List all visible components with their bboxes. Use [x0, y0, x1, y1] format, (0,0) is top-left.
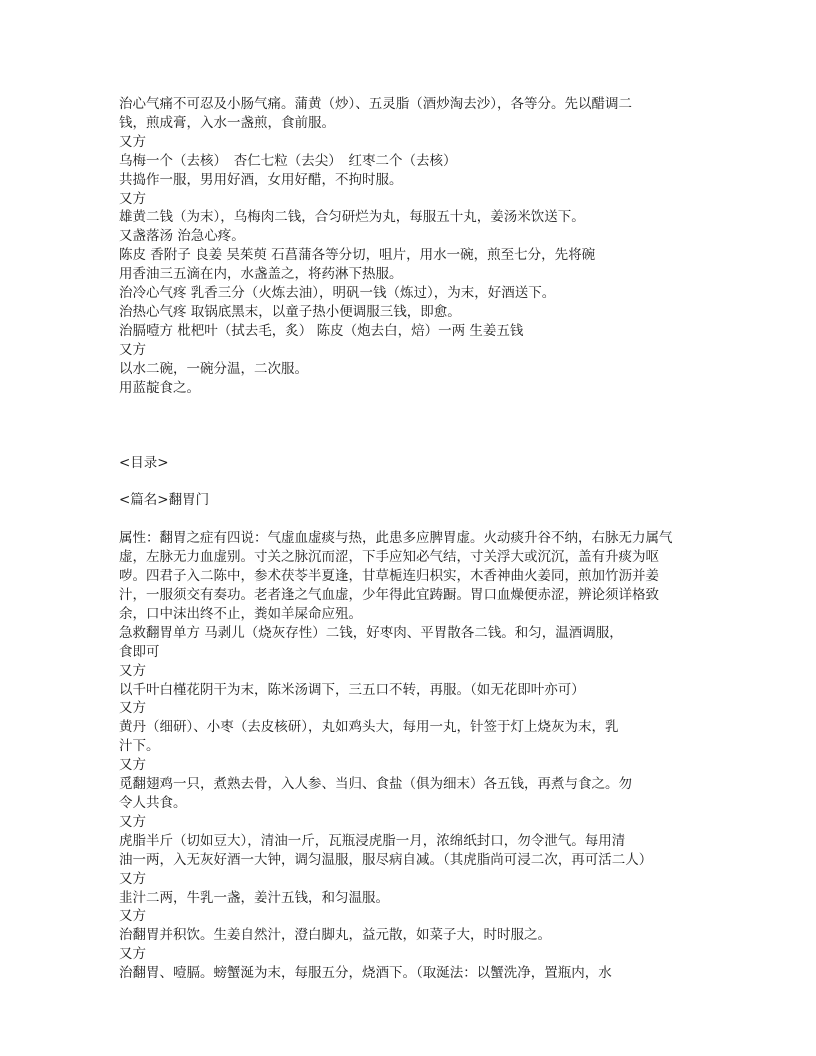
document-page: [119, 95, 719, 983]
toc-label: <目录>: [119, 454, 169, 471]
text-line: 食即可: [119, 643, 160, 660]
text-line: 用香油三五滴在内，水盏盖之，将药淋下热服。: [119, 266, 403, 283]
text-line: 油一两，入无灰好酒一大钟，调匀温服，服尽病自减。（其虎脂尚可浸二次，再可活二人）: [119, 851, 653, 868]
text-line: 又方: [119, 757, 146, 774]
text-line: 又方: [119, 700, 146, 717]
text-line: 又方: [119, 908, 146, 925]
text-line: 令人共食。: [119, 795, 187, 811]
spacer: [119, 398, 719, 454]
text-line: 治膈噎方 枇杷叶（拭去毛，炙） 陈皮（炮去白，焙）一两 生姜五钱: [119, 322, 524, 339]
text-line: 韭汁二两，牛乳一盏，姜汁五钱，和匀温服。: [119, 889, 389, 906]
spacer: [119, 510, 719, 529]
text-line: 以千叶白槿花阴干为末，陈米汤调下，三五口不转，再服。（如无花即叶亦可）: [119, 681, 585, 698]
text-line: 又方: [119, 341, 146, 358]
text-line: 治心气痛不可忍及小肠气痛。蒲黄（炒）、五灵脂（酒炒淘去沙），各等分。先以醋调二: [119, 96, 632, 112]
text-line: 陈皮 香附子 良姜 吴茱萸 石菖蒲各等分切，咀片，用水一碗，煎至七分，先将碗: [119, 247, 596, 264]
text-line: 觅翻翅鸡一只，煮熟去骨，入人参、当归、食盐（俱为细末）各五钱，再煮与食之。勿: [119, 776, 632, 793]
text-line: 哕。四君子入二陈中，参术茯苓半夏逢，甘草栀连归枳实，木香神曲火姜同，煎加竹沥并姜: [119, 568, 659, 585]
spacer: [119, 472, 719, 491]
text-line: 共捣作一服，男用好酒，女用好醋，不拘时服。: [119, 171, 403, 188]
text-line: 又方: [119, 870, 146, 887]
section-heart-pain-remedies: [119, 95, 719, 398]
text-line: 又方: [119, 190, 146, 207]
text-line: 又方: [119, 813, 146, 830]
text-line: 属性：翻胃之症有四说：气虚血虚痰与热，此患多应脾胃虚。火动痰升谷不纳，右脉无力属气: [119, 530, 673, 547]
text-line: 治热心气疼 取锅底黑末，以童子热小便调服三钱，即愈。: [119, 303, 461, 320]
text-line: 汁，一服须交有奏功。老者逢之气血虚，少年得此宜踌蹰。胃口血燥便赤涩，辨论须详格致: [119, 587, 659, 604]
text-line: 又方: [119, 133, 146, 150]
text-line: 又方: [119, 662, 146, 679]
section-stomach-reflux: [119, 529, 719, 983]
text-line: 以水二碗，一碗分温，二次服。: [119, 360, 308, 377]
text-line: 汁下。: [119, 738, 160, 755]
text-line: 用蓝靛食之。: [119, 379, 200, 396]
text-line: 雄黄二钱（为末），乌梅肉二钱，合匀研烂为丸，每服五十丸，姜汤米饮送下。: [119, 209, 585, 226]
text-line: 又盏落汤 治急心疼。: [119, 228, 245, 245]
text-line: 治翻胃并积饮。生姜自然汁，澄白脚丸，益元散，如菜子大，时时服之。: [119, 927, 551, 944]
text-line: 余，口中沫出终不止，粪如羊屎命应殂。: [119, 605, 362, 622]
text-line: 钱，煎成膏，入水一盏煎，食前服。: [119, 114, 335, 131]
text-line: 虚，左脉无力血虚别。寸关之脉沉而涩，下手应知必气结，寸关浮大或沉沉，盖有升痰为呕: [119, 549, 659, 566]
text-line: 虎脂半斤（切如豆大），清油一斤，瓦瓶浸虎脂一月，浓绵纸封口，勿令泄气。每用清: [119, 832, 626, 849]
text-line: 又方: [119, 946, 146, 963]
text-line: 乌梅一个（去核） 杏仁七粒（去尖） 红枣二个（去核）: [119, 152, 457, 169]
chapter-title: <篇名>翻胃门: [119, 492, 210, 509]
text-line: 治翻胃、噎膈。螃蟹涎为末，每服五分，烧酒下。（取涎法：以蟹洗净，置瓶内，水: [119, 965, 612, 982]
text-line: 治冷心气疼 乳香三分（火炼去油），明矾一钱（炼过），为末，好酒送下。: [119, 285, 556, 302]
text-line: 急救翻胃单方 马剥儿（烧灰存性）二钱，好枣肉、平胃散各二钱。和匀，温酒调服，: [119, 624, 623, 641]
text-line: 黄丹（细研）、小枣（去皮核研），丸如鸡头大，每用一丸，针签于灯上烧灰为末，乳: [119, 719, 619, 736]
